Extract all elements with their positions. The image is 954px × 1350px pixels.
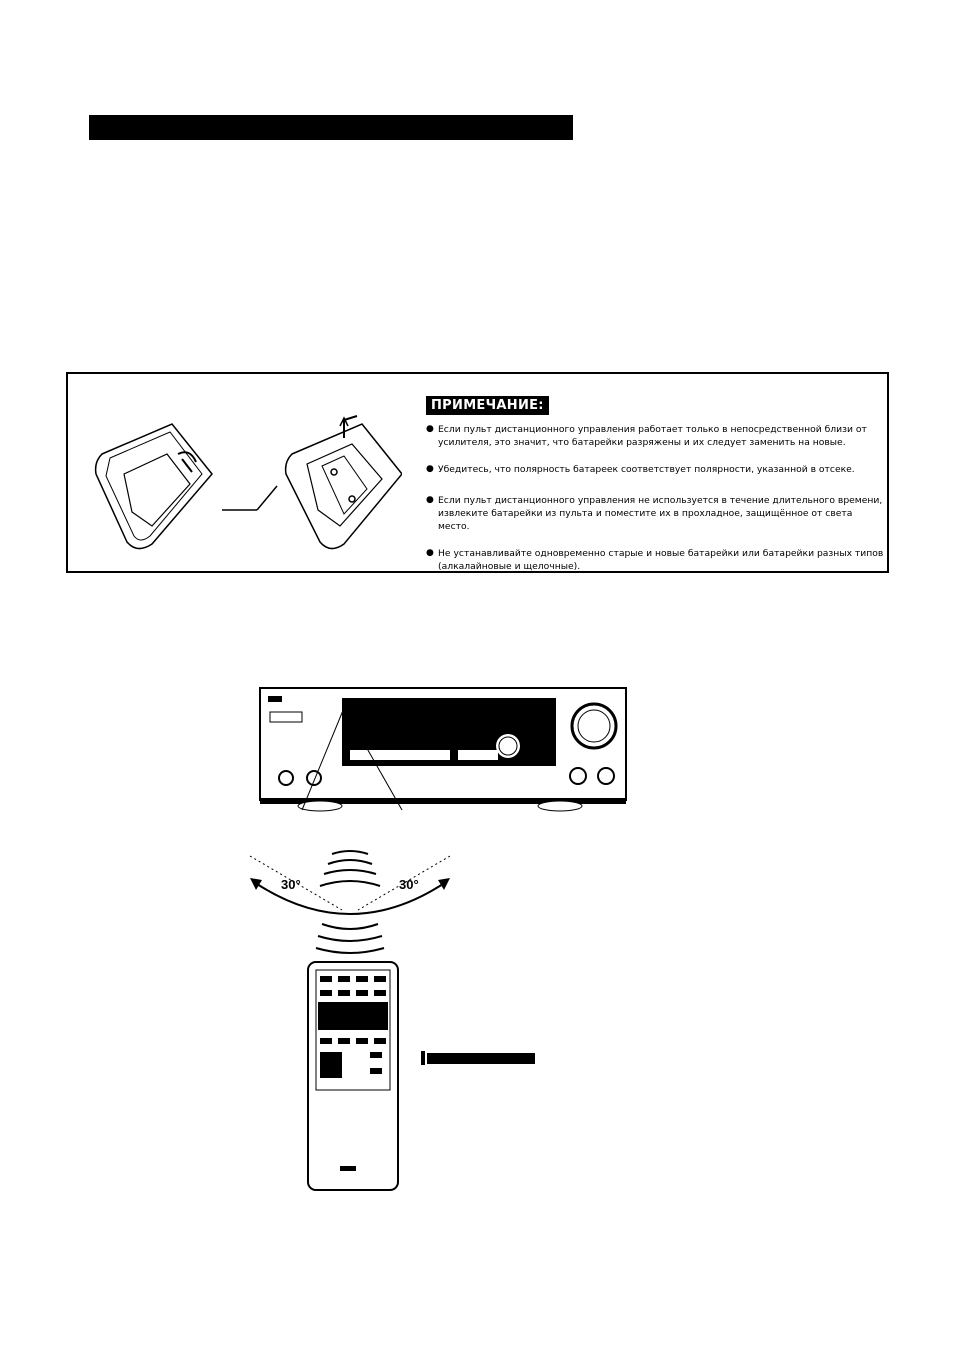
bullet-icon: ● [426,495,434,505]
list-item [426,463,886,476]
section-title-bar [89,115,573,140]
angle-label-right: 30° [399,877,419,892]
note-item-text: Убедитесь, что полярность батареек соответствует полярности, указанной в отсеке. [438,464,855,475]
note-item-text: Если пульт дистанционного управления работает только в непосредственной близи от усилителя, это значит, что батарейки разряжены и их следует заменить на новые. [438,424,867,448]
note-item-text: Если пульт дистанционного управления не используется в течение длительного времени, извлеките батарейки из пульта и поместите их в прохладное, защищённое от света место. [438,495,883,532]
list-item [426,494,886,533]
bullet-icon: ● [426,424,434,434]
remote-signal-angle-diagram [240,846,460,1196]
list-item [426,547,886,573]
amplifier-front-panel-illustration [258,686,630,812]
note-item-text: Не устанавливайте одновременно старые и новые батарейки или батарейки разных типов (алкалайновые и щелочные). [438,548,884,572]
note-list [426,423,886,573]
bullet-icon: ● [426,464,434,474]
callout-bar [421,1051,535,1065]
note-box [66,372,889,573]
note-heading: ПРИМЕЧАНИЕ: [426,396,549,415]
list-item [426,423,886,449]
note-content [426,394,886,589]
bullet-icon: ● [426,548,434,558]
battery-installation-illustration [82,414,402,564]
angle-label-left: 30° [281,877,301,892]
